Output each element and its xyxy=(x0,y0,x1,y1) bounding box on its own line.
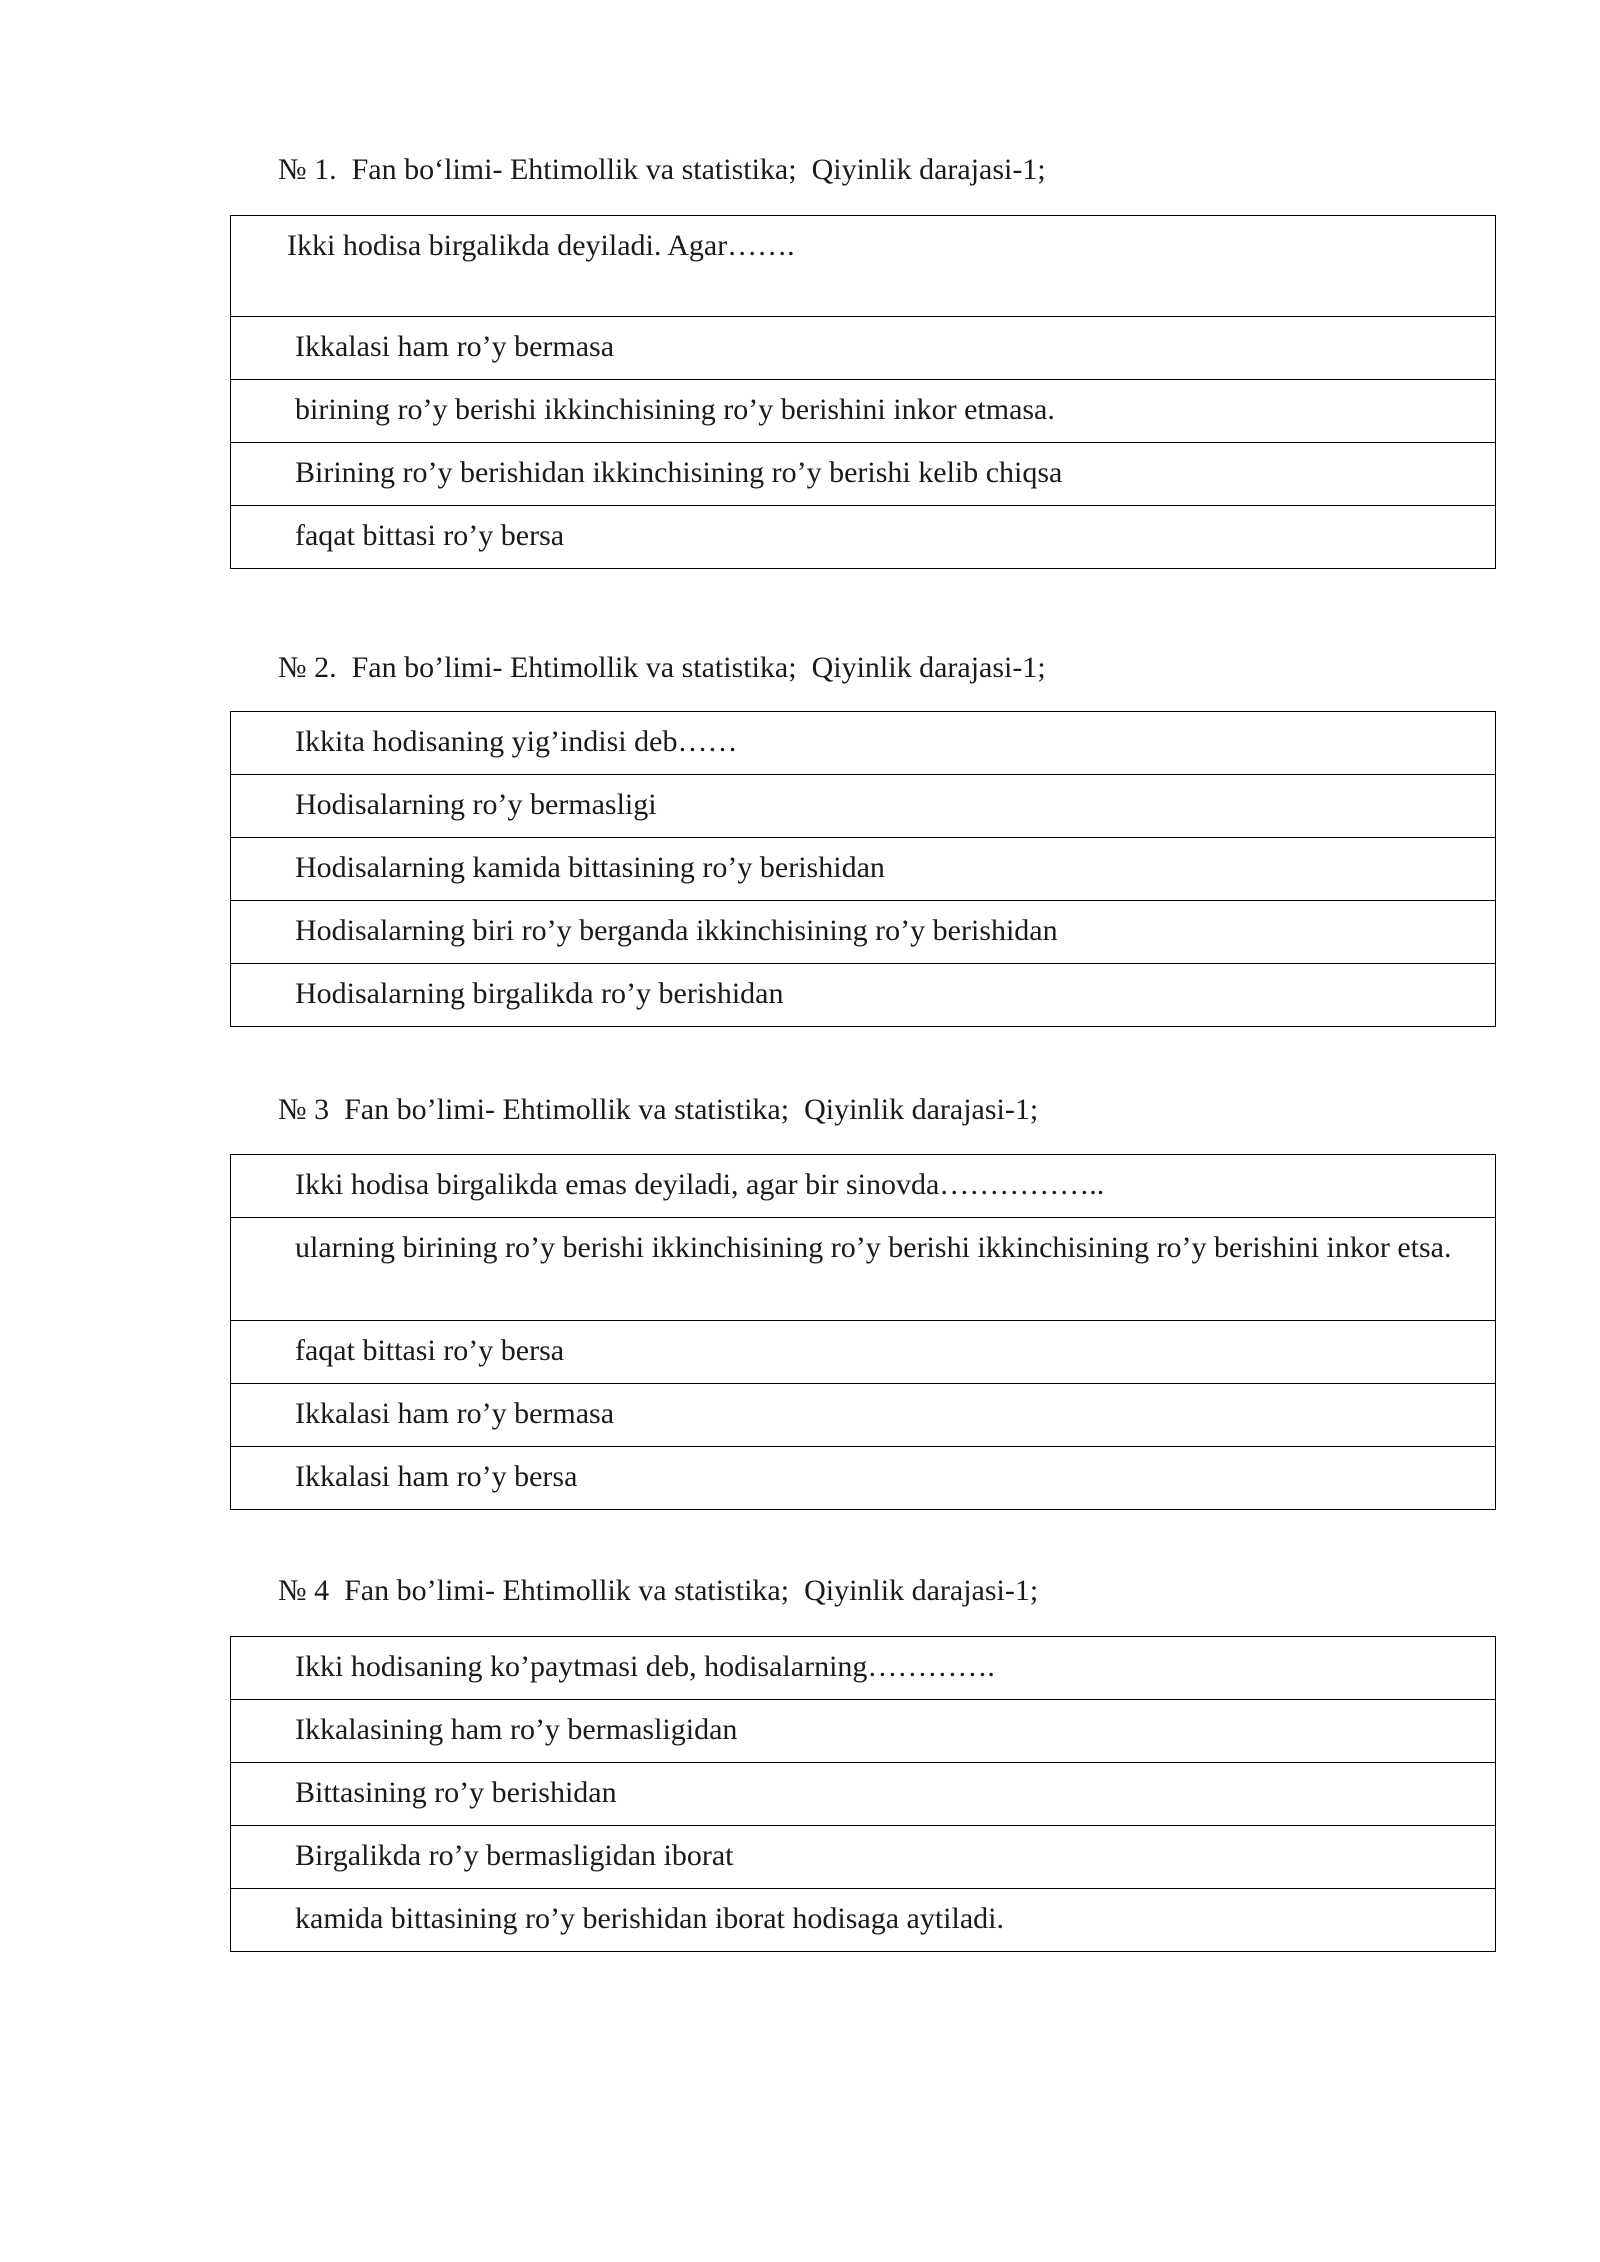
question-2-option-3[interactable] xyxy=(231,901,1496,964)
question-4-prompt-text: Ikki hodisaning ko’paytmasi deb, hodisalarning…………. xyxy=(295,1650,995,1683)
question-4-prompt xyxy=(231,1637,1496,1700)
question-3-option-4[interactable] xyxy=(231,1447,1496,1510)
question-3-option-2-text: faqat bittasi ro’y bersa xyxy=(295,1334,565,1367)
question-2-option-1[interactable] xyxy=(231,775,1496,838)
question-1-prompt-row xyxy=(231,216,1496,317)
question-3-prompt-row xyxy=(231,1155,1496,1218)
question-1-option-2[interactable] xyxy=(231,380,1496,443)
question-1-option-2-text: birining ro’y berishi ikkinchisining ro’y berishini inkor etmasa. xyxy=(295,393,1055,426)
question-3-option-3-text: Ikkalasi ham ro’y bermasa xyxy=(295,1397,615,1430)
question-2-option-3-text: Hodisalarning biri ro’y berganda ikkinchisining ro’y berishidan xyxy=(295,914,1058,947)
question-4-option-1-text: Ikkalasining ham ro’y bermasligidan xyxy=(295,1713,738,1746)
question-4-option-3-text: Birgalikda ro’y bermasligidan iborat xyxy=(295,1839,734,1872)
question-2-table xyxy=(230,711,1496,1027)
question-1-option-3-text: Birining ro’y berishidan ikkinchisining ro’y berishi kelib chiqsa xyxy=(295,456,1063,489)
question-4-option-2[interactable] xyxy=(231,1763,1496,1826)
question-3-option-1-text: ularning birining ro’y berishi ikkinchisining ro’y berishi ikkinchisining ro’y berishini inkor etsa. xyxy=(295,1231,1452,1264)
question-1-prompt xyxy=(231,216,1496,317)
question-2-option-1-text: Hodisalarning ro’y bermasligi xyxy=(295,788,657,821)
question-4-option-3[interactable] xyxy=(231,1826,1496,1889)
question-4-table xyxy=(230,1636,1496,1952)
question-3-prompt xyxy=(231,1155,1496,1218)
question-2-prompt-text: Ikkita hodisaning yig’indisi deb…… xyxy=(295,725,738,758)
question-1-prompt-text: Ikki hodisa birgalikda deyiladi. Agar……. xyxy=(287,229,795,262)
question-3-option-4-text: Ikkalasi ham ro’y bersa xyxy=(295,1460,578,1493)
question-4-option-4[interactable] xyxy=(231,1889,1496,1952)
question-3-option-2[interactable] xyxy=(231,1321,1496,1384)
question-2-heading: № 2. Fan bo’limi- Ehtimollik va statistika; Qiyinlik darajasi-1; xyxy=(278,651,1046,684)
question-2-option-4[interactable] xyxy=(231,964,1496,1027)
question-2-option-2-text: Hodisalarning kamida bittasining ro’y berishidan xyxy=(295,851,885,884)
question-4-option-4-text: kamida bittasining ro’y berishidan iborat hodisaga aytiladi. xyxy=(295,1902,1004,1935)
question-3-table xyxy=(230,1154,1496,1510)
question-2-prompt xyxy=(231,712,1496,775)
question-4-option-2-text: Bittasining ro’y berishidan xyxy=(295,1776,617,1809)
question-1-option-4-text: faqat bittasi ro’y bersa xyxy=(295,519,565,552)
question-1-option-1[interactable] xyxy=(231,317,1496,380)
question-3-option-1[interactable] xyxy=(231,1218,1496,1321)
question-1-heading: № 1. Fan bo‘limi- Ehtimollik va statistika; Qiyinlik darajasi-1; xyxy=(278,153,1046,186)
question-2-option-4-text: Hodisalarning birgalikda ro’y berishidan xyxy=(295,977,784,1010)
question-3-prompt-text: Ikki hodisa birgalikda emas deyiladi, agar bir sinovda…………….. xyxy=(295,1168,1105,1201)
question-1-option-1-text: Ikkalasi ham ro’y bermasa xyxy=(295,330,615,363)
question-1-option-3[interactable] xyxy=(231,443,1496,506)
question-1-option-4[interactable] xyxy=(231,506,1496,569)
question-4-option-1[interactable] xyxy=(231,1700,1496,1763)
question-4-prompt-row xyxy=(231,1637,1496,1700)
question-3-option-3[interactable] xyxy=(231,1384,1496,1447)
question-2-prompt-row xyxy=(231,712,1496,775)
question-3-heading: № 3 Fan bo’limi- Ehtimollik va statistika; Qiyinlik darajasi-1; xyxy=(278,1093,1039,1126)
question-2-option-2[interactable] xyxy=(231,838,1496,901)
question-1-table xyxy=(230,215,1496,569)
question-4-heading: № 4 Fan bo’limi- Ehtimollik va statistika; Qiyinlik darajasi-1; xyxy=(278,1574,1039,1607)
